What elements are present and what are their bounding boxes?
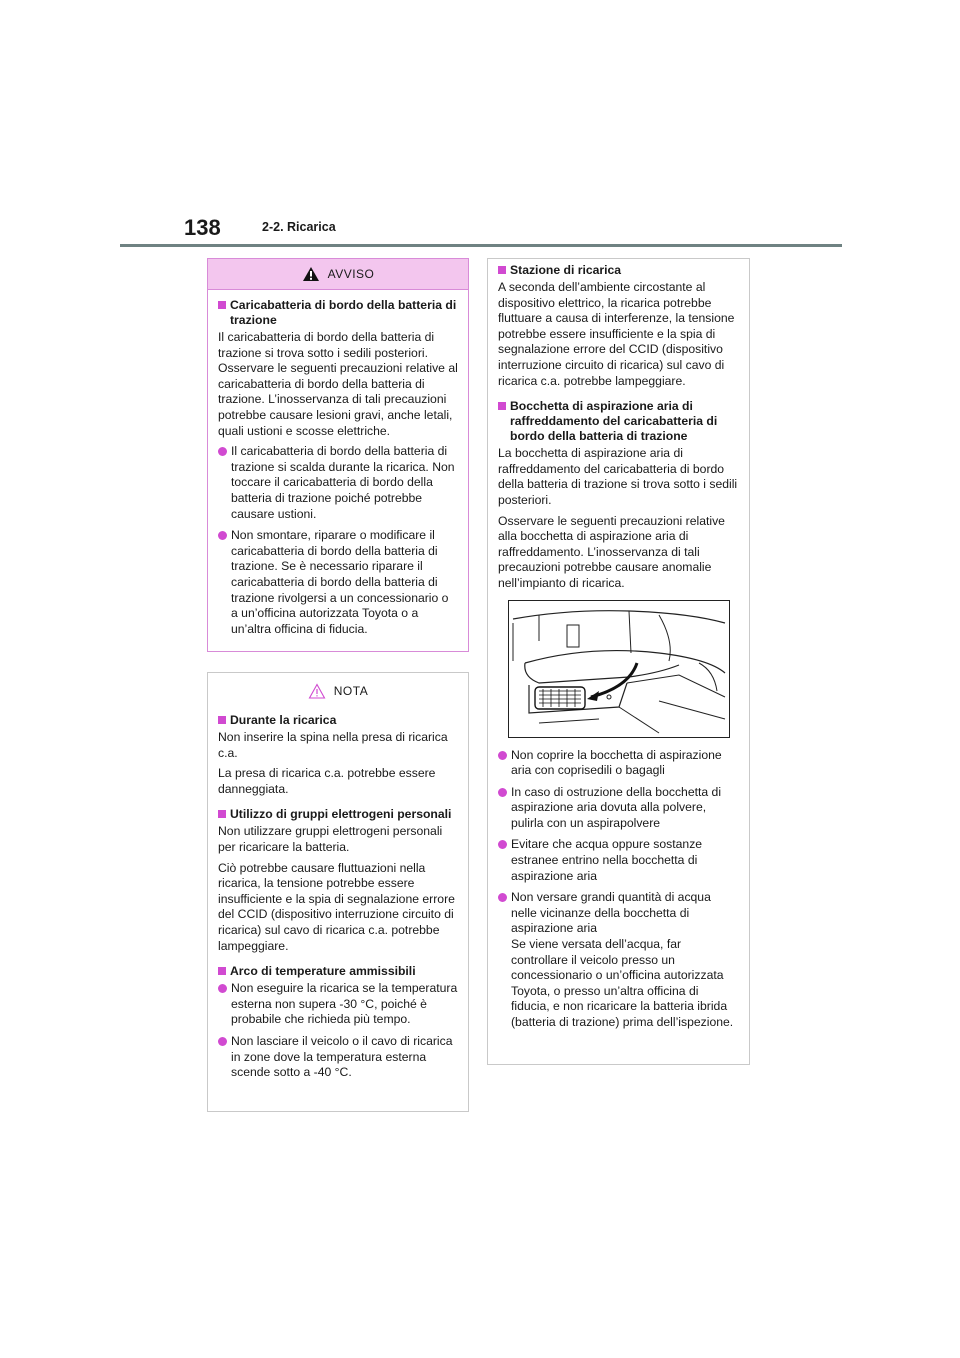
list-item: Non versare grandi quantità di acqua nelle vicinanze della bocchetta di aspirazione aria Se viene versata dell’acqua, far controllare il veicolo presso un concessionario o un’officina autorizzata Toyota, o presso un’altra officina di fiducia, e non ricaricare la batteria ibrida (batteria di trazione) prima dell’ispezione. [498, 890, 739, 1030]
warning-triangle-icon [302, 266, 320, 282]
note-heading-charging: Durante la ricarica [218, 713, 458, 728]
list-item: Non coprire la bocchetta di aspirazione aria con coprisedili o bagagli [498, 748, 739, 779]
round-bullet-icon [218, 1037, 227, 1046]
page-number: 138 [184, 215, 221, 240]
round-bullet-icon [498, 788, 507, 797]
round-bullet-icon [218, 447, 227, 456]
square-bullet-icon [218, 810, 226, 818]
paragraph: Osservare le seguenti precauzioni relative alla bocchetta di aspirazione aria di raffreddamento. L’inosservanza di tali precauzioni potrebbe causare anomalie nell’impianto di ricarica. [498, 513, 725, 590]
section-title: 2-2. Ricarica [262, 220, 336, 234]
header-rule [120, 244, 842, 247]
list-item: Il caricabatteria di bordo della batteria di trazione si scalda durante la ricarica. Non toccare il caricabatteria di bordo della batteria di trazione poiché potrebbe causare ustioni. [218, 444, 458, 522]
note-paragraph: Non utilizzare gruppi elettrogeni personali per ricaricare la batteria. [218, 824, 443, 854]
note-heading-generators: Utilizzo di gruppi elettrogeni personali [218, 807, 458, 822]
square-bullet-icon [498, 266, 506, 274]
heading-air-intake: Bocchetta di aspirazione aria di raffreddamento del caricabatteria di bordo della batteria di trazione [498, 399, 739, 444]
air-intake-illustration [508, 600, 730, 738]
warning-header [208, 259, 468, 290]
round-bullet-icon [498, 751, 507, 760]
note-title: NOTA [333, 684, 369, 698]
heading-charging-station: Stazione di ricarica [498, 263, 739, 278]
list-item: In caso di ostruzione della bocchetta di aspirazione aria dovuta alla polvere, pulirla con un aspirapolvere [498, 785, 739, 832]
note-paragraph: Ciò potrebbe causare fluttuazioni nella ricarica, la tensione potrebbe essere insufficiente e la spia di segnalazione errore del CCID (dispositivo interruzione circuito di ricarica) sul cavo di ricarica c.a. potrebbe lampeggiare. [218, 860, 455, 953]
round-bullet-icon [218, 984, 227, 993]
note-box [207, 672, 469, 1112]
note-heading-temperature: Arco di temperature ammissibili [218, 964, 458, 979]
warning-heading: Caricabatteria di bordo della batteria di trazione [218, 298, 458, 328]
list-item: Non lasciare il veicolo o il cavo di ricarica in zone dove la temperatura esterna scende sotto a -40 °C. [218, 1034, 458, 1081]
warning-title: AVVISO [327, 267, 375, 281]
note-continued-box [487, 258, 750, 1065]
square-bullet-icon [218, 301, 226, 309]
note-paragraph: Non inserire la spina nella presa di ricarica c.a. [218, 730, 448, 760]
round-bullet-icon [498, 893, 507, 902]
square-bullet-icon [218, 967, 226, 975]
caution-outline-icon [308, 683, 326, 699]
warning-box [207, 258, 469, 652]
square-bullet-icon [498, 402, 506, 410]
list-item: Non eseguire la ricarica se la temperatura esterna non supera -30 °C, poiché è probabile che richieda più tempo. [218, 981, 458, 1028]
warning-intro: Il caricabatteria di bordo della batteria di trazione si trova sotto i sedili posteriori. Osservare le seguenti precauzioni relative al caricabatteria di bordo della batteria di trazione. L’inosservanza di tali precauzioni potrebbe causare lesioni gravi, anche letali, quali ustioni e scosse elettriche. [218, 330, 458, 438]
list-item: Evitare che acqua oppure sostanze estranee entrino nella bocchetta di aspirazione aria [498, 837, 739, 884]
round-bullet-icon [218, 531, 227, 540]
note-header [218, 673, 458, 709]
note-paragraph: La presa di ricarica c.a. potrebbe essere danneggiata. [218, 766, 436, 796]
paragraph: A seconda dell’ambiente circostante al dispositivo elettrico, la ricarica potrebbe fluttuare a causa di interferenze, la tensione potrebbe essere insufficiente e la spia di segnalazione errore del CCID (dispositivo interruzione circuito di ricarica) sul cavo di ricarica c.a. potrebbe lampeggiare. [498, 280, 735, 388]
list-item: Non smontare, riparare o modificare il caricabatteria di bordo della batteria di trazione. Se è necessario riparare il caricabatteria di bordo della batteria di trazione rivolgersi a un concessionario o a un’officina autorizzata Toyota o a un’altra officina di fiducia. [218, 528, 458, 637]
paragraph: La bocchetta di aspirazione aria di raffreddamento del caricabatteria di bordo della batteria di trazione si trova sotto i sedili posteriori. [498, 446, 738, 507]
round-bullet-icon [498, 840, 507, 849]
square-bullet-icon [218, 716, 226, 724]
